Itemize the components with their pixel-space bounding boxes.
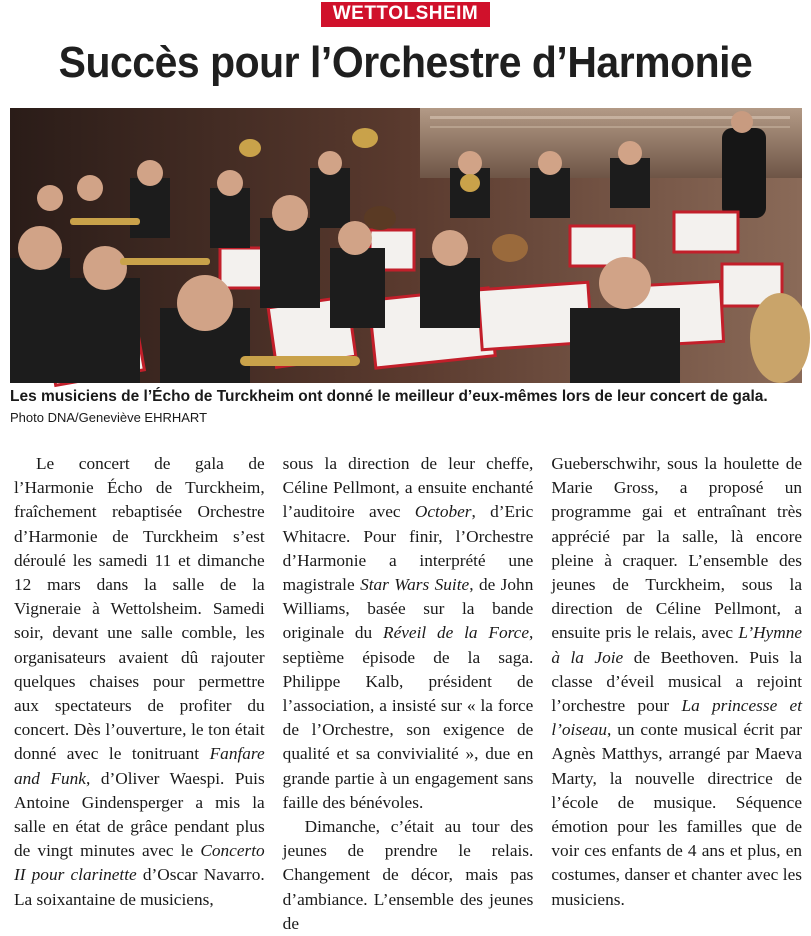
section-kicker: WETTOLSHEIM (321, 2, 491, 27)
kicker-wrap (0, 2, 811, 27)
work-title: Star Wars Suite (360, 575, 470, 595)
text-run: , d’Eric Whitacre. Pour finir, l’Orchestre d’Harmonie a interprété une magistrale (282, 502, 534, 595)
text-run: , de John Williams, basée sur la bande originale du (282, 575, 534, 643)
column-1 (14, 452, 265, 909)
work-title: Fanfare and Funk (14, 744, 265, 788)
paragraph (14, 452, 265, 912)
text-run: , septième épisode de la saga. Philippe Kalb, président de l’association, a insisté sur « la force de l’Orchestre, son exigence de qualité et sa convivialité », due en grande partie à un engagement sans faille des bénévoles. (282, 623, 534, 812)
article-photo (10, 108, 802, 383)
text-run: d’Oscar Navarro. La soixantaine de musiciens, (14, 865, 265, 909)
work-title: October (414, 502, 472, 522)
photo-caption (10, 386, 802, 428)
text-run: sous la direction de leur cheffe, Céline Pellmont, a ensuite enchanté l’auditoire avec (282, 454, 534, 522)
work-title: Réveil de la Force (383, 623, 530, 643)
paragraph (551, 452, 802, 912)
text-run: de Beethoven. Puis la classe d’éveil musical a rejoint l’orchestre pour (551, 647, 803, 716)
work-title: Concerto II pour clarinette (14, 841, 265, 885)
work-title: L’Hymne à la Joie (551, 623, 803, 667)
orchestra-photo-icon (10, 108, 802, 383)
paragraph (283, 452, 534, 815)
paragraph: Dimanche, c’était au tour des jeunes de prendre le relais. Changement de décor, mais pas d’ambiance. L’ensemble des jeunes de (282, 817, 534, 933)
photo-credit: Photo DNA/Geneviève EHRHART (10, 410, 208, 425)
work-title: La princesse et l’oiseau (551, 696, 803, 740)
text-run: , un conte musical écrit par Agnès Matthys, arrangé par Maeva Marty, la nouvelle directrice de l’école de musique. Séquence émotion pour les familles que de voir ces enfants de 4 ans et plus, en costumes, danser et chanter avec les musiciens. (551, 720, 803, 909)
text-run: Le concert de gala de l’Harmonie Écho de Turckheim, fraîchement rebaptisée Orchestre d’Harmonie de Turckheim s’est déroulé les samedi 11 et dimanche 12 mars dans la salle de la Vigneraie à Wettolsheim. Samedi soir, devant une salle comble, les organisateurs avaient dû rajouter quelques chaises pour permettre aux spectateurs de profiter du concert. Dès l’ouverture, le ton était donné avec le tonitruant (14, 454, 265, 764)
headline: Succès pour l’Orchestre d’Harmonie (58, 38, 753, 87)
article-body (14, 452, 803, 933)
column-3 (551, 452, 803, 909)
text-run: , d’Oliver Waespi. Puis Antoine Gindensperger a mis la salle en état de grâce pendant plus de vingt minutes avec le (14, 768, 265, 861)
text-run: Gueberschwihr, sous la houlette de Marie Gross, a proposé un programme gai et entraînant très apprécié par la salle, là encore pleine à craquer. L’ensemble des jeunes de Turckheim, sous la direction de Céline Pellmont, a ensuite pris le relais, avec (551, 454, 803, 643)
column-2 (282, 452, 534, 933)
caption-text: Les musiciens de l’Écho de Turckheim ont donné le meilleur d’eux-mêmes lors de leur concert de gala. (10, 388, 768, 405)
